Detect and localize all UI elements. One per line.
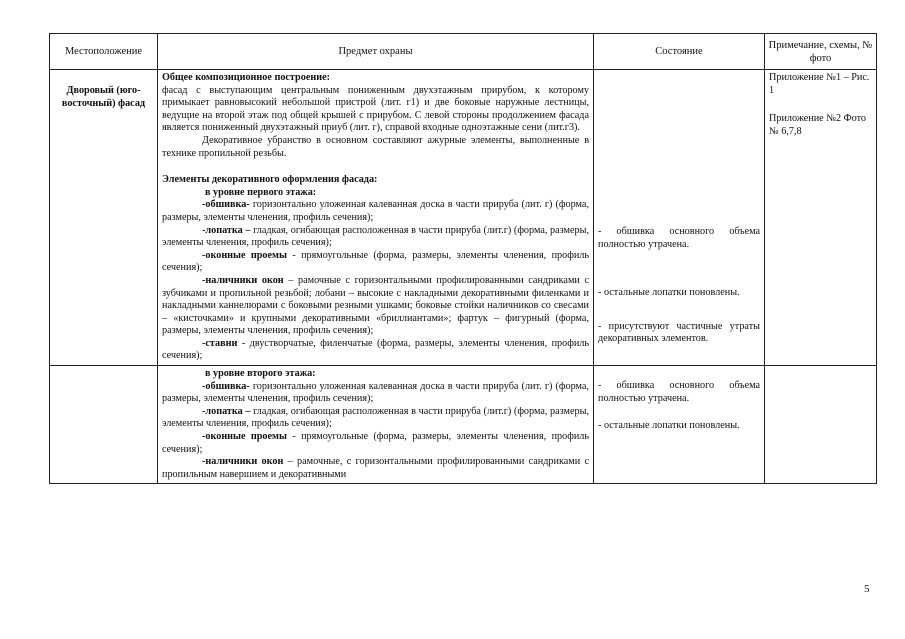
location-cell-empty: [50, 366, 158, 484]
header-subject: Предмет охраны: [158, 34, 594, 70]
list-item: -оконные проемы - прямоугольные (форма, размеры, элементы членения, профиль сечения);: [162, 431, 590, 455]
level2-title: в уровне второго этажа:: [205, 368, 316, 380]
note-cell: [765, 70, 877, 366]
subject-cell: [158, 366, 594, 484]
header-location: Местоположение: [50, 34, 158, 70]
state-cell: [594, 366, 765, 484]
list-item: -обшивка- горизонтально уложенная калеванная доска в части прируба (лит. г) (форма, размеры, элементы членения, профиль сечения);: [162, 199, 589, 223]
general-title: Общее композиционное построение:: [162, 72, 330, 83]
list-item: -обшивка- горизонтально уложенная калеванная доска в части прируба (лит. г) (форма, размеры, элементы членения, профиль сечения);: [162, 380, 589, 405]
list-item: -ставни - двустворчатые, филенчатые (форма, размеры, элементы членения, профиль сечения);: [162, 337, 589, 362]
state-text: - обшивка основного объема полностью утрачена.: [598, 226, 760, 250]
state-text: - обшивка основного объема полностью утрачена.: [598, 380, 760, 404]
level1-title: в уровне первого этажа:: [205, 186, 317, 198]
heritage-table: [49, 33, 877, 484]
note-cell-empty: [765, 366, 877, 484]
list-item: -наличники окон – рамочные, с горизонтальными профилированными сандриками с пропильным навершием и декоративными: [162, 456, 589, 480]
location-cell: Дворовый (юго-восточный) фасад: [50, 70, 158, 366]
list-item: -лопатка – гладкая, огибающая расположенная в части прируба (лит.г) (форма, размеры, элементы членения, профиль сечения);: [162, 405, 589, 430]
note-text: Приложение №1 – Рис. 1: [769, 72, 870, 96]
decor-text: Декоративное убранство в основном составляют ажурные элементы, выполненные в технике пропильной резьбы.: [162, 134, 589, 159]
elements-title: Элементы декоративного оформления фасада:: [162, 174, 378, 186]
table-header-row: [50, 34, 877, 70]
table-row: [50, 366, 877, 484]
list-item: -оконные проемы - прямоугольные (форма, размеры, элементы членения, профиль сечения);: [162, 249, 590, 274]
state-text: - остальные лопатки поновлены.: [598, 420, 740, 432]
state-text: - присутствуют частичные утраты декоративных элементов.: [598, 320, 760, 345]
page-number: 5: [864, 583, 870, 595]
table-row: [50, 70, 877, 366]
subject-cell: [158, 70, 594, 366]
header-note: Примечание, схемы, № фото: [765, 34, 877, 70]
list-item: -наличники окон – рамочные с горизонтальными профилированными сандриками с зубчиками и пропильной резьбой; лобани – высокие с накладными декоративными филенками и накладными каннелюрами с боковыми резными ушками; боковые стойки наличников со свесами – «кисточками» и крупными декоративными «бриллиантами»; фартук – фигурный (форма, размеры, элементы членения, профиль сечения);: [162, 274, 589, 337]
header-state: Состояние: [594, 34, 765, 70]
note-text: Приложение №2 Фото № 6,7,8: [769, 113, 867, 137]
state-cell: [594, 70, 765, 366]
state-text: - остальные лопатки поновлены.: [598, 287, 740, 299]
list-item: -лопатка – гладкая, огибающая расположенная в части прируба (лит.г) (форма, размеры, элементы членения, профиль сечения);: [162, 224, 589, 249]
general-text: фасад с выступающим центральным пониженным двухэтажным прирубом, к которому примыкает равновысокий небольшой пристрой (лит. г1) и две боковые наружные лестницы, ведущие на второй этаж под общей крышей с прирубом. С левой стороны продолжением фасада является пониженный двухэтажный приуб (лит. г), справой входные одноэтажные сени (лит.г3).: [162, 84, 589, 134]
